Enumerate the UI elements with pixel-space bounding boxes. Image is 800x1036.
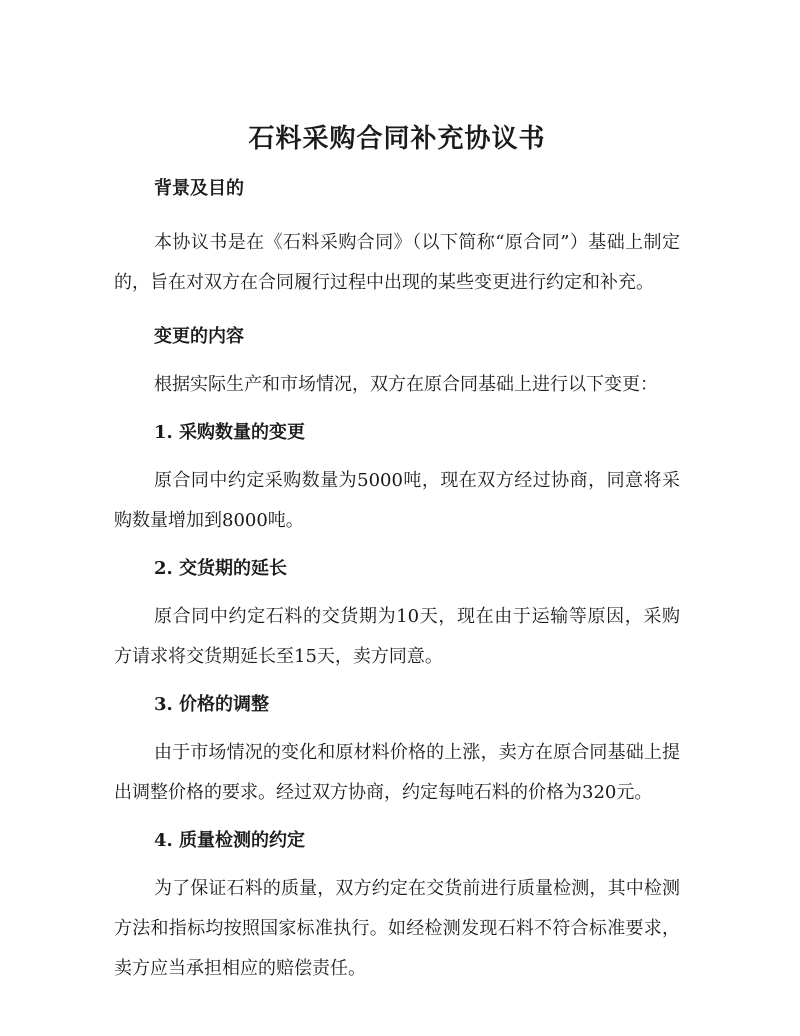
paragraph-background: 本协议书是在《石料采购合同》（以下简称“原合同”）基础上制定的，旨在对双方在合同履行过程中出现的某些变更进行约定和补充。 [114, 232, 680, 293]
section-heading-quantity: 1. 采购数量的变更 [154, 422, 306, 443]
document-title: 石料采购合同补充协议书 [248, 124, 546, 154]
paragraph-changes-intro: 根据实际生产和市场情况，双方在原合同基础上进行以下变更： [154, 374, 658, 395]
section-heading-background: 背景及目的 [154, 178, 244, 199]
paragraph-quantity: 原合同中约定采购数量为5000吨，现在双方经过协商，同意将采购数量增加到8000吨。 [114, 470, 680, 531]
section-heading-quality: 4. 质量检测的约定 [154, 830, 306, 851]
paragraph-delivery: 原合同中约定石料的交货期为10天，现在由于运输等原因，采购方请求将交货期延长至15天，卖方同意。 [114, 606, 680, 667]
paragraph-quality: 为了保证石料的质量，双方约定在交货前进行质量检测，其中检测方法和指标均按照国家标准执行。如经检测发现石料不符合标准要求，卖方应当承担相应的赔偿责任。 [114, 878, 680, 979]
paragraph-price: 由于市场情况的变化和原材料价格的上涨，卖方在原合同基础上提出调整价格的要求。经过双方协商，约定每吨石料的价格为320元。 [114, 742, 680, 803]
section-heading-changes: 变更的内容 [154, 326, 244, 347]
section-heading-delivery: 2. 交货期的延长 [154, 558, 288, 579]
section-heading-price: 3. 价格的调整 [154, 694, 270, 715]
